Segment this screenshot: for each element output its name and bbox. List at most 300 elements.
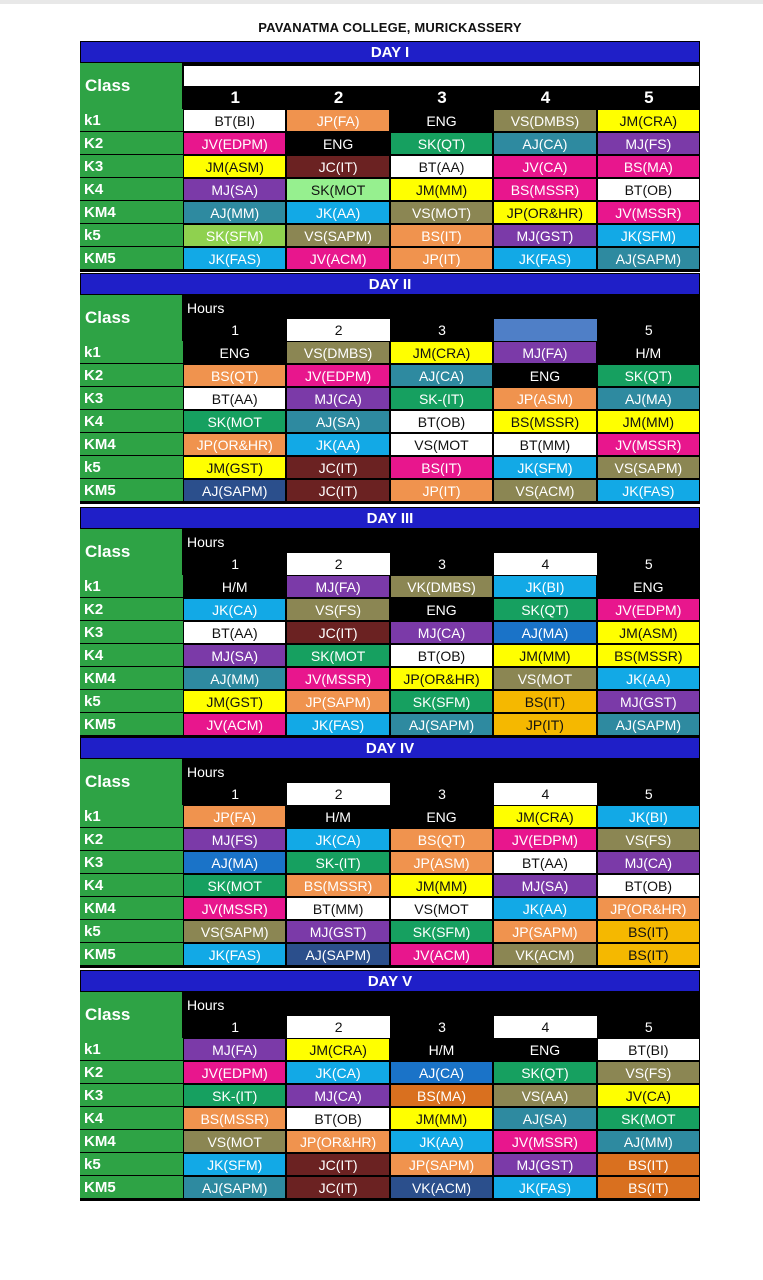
table-cell: AJ(MM) [597, 1130, 700, 1153]
top-band [0, 0, 763, 4]
table-cell: SK(QT) [493, 1061, 596, 1084]
table-row [80, 920, 700, 943]
table-cell: MJ(CA) [390, 621, 493, 644]
table-cell: BS(QT) [183, 364, 286, 387]
table-cell: JM(CRA) [286, 1038, 389, 1061]
table-cell: BS(QT) [390, 828, 493, 851]
row-label: KM4 [80, 201, 183, 224]
table-cell: JC(IT) [286, 456, 389, 479]
hours-row [183, 759, 700, 783]
row-label: K4 [80, 874, 183, 897]
table-row [80, 644, 700, 667]
hour-number: 3 [390, 319, 493, 341]
table-cell: JP(ASM) [390, 851, 493, 874]
table-cell: JK(FAS) [183, 247, 286, 270]
hour-number: 1 [183, 553, 286, 575]
table-cell: JK(FAS) [183, 943, 286, 966]
table-cell: JM(ASM) [183, 155, 286, 178]
table-cell: JK(SFM) [597, 224, 700, 247]
table-cell: MJ(GST) [597, 690, 700, 713]
table-cell: SK(QT) [597, 364, 700, 387]
table-cell: JK(SFM) [183, 1153, 286, 1176]
row-label: KM5 [80, 943, 183, 966]
table-cell: JM(ASM) [597, 621, 700, 644]
table-cell: JK(AA) [286, 433, 389, 456]
table-cell: JC(IT) [286, 621, 389, 644]
hour-number: 1 [183, 1016, 286, 1038]
table-row [80, 479, 700, 502]
table-cell: JV(EDPM) [597, 598, 700, 621]
hours-row [183, 295, 700, 319]
table-cell: MJ(SA) [493, 874, 596, 897]
table-cell: JV(MSSR) [597, 201, 700, 224]
table-cell: JV(EDPM) [183, 1061, 286, 1084]
table-cell: BT(OB) [390, 644, 493, 667]
table-cell: SK(SFM) [390, 690, 493, 713]
table-cell: BT(OB) [597, 178, 700, 201]
table-cell: BT(OB) [390, 410, 493, 433]
hours-row [183, 65, 700, 87]
table-cell: AJ(CA) [390, 364, 493, 387]
day-body [80, 992, 700, 1201]
row-label: KM5 [80, 479, 183, 502]
table-cell: BT(AA) [183, 621, 286, 644]
table-cell: JP(SAPM) [390, 1153, 493, 1176]
row-label: k1 [80, 575, 183, 598]
table-cell: SK(QT) [390, 132, 493, 155]
hour-numbers [183, 1016, 700, 1038]
table-cell: MJ(SA) [183, 644, 286, 667]
row-label: KM4 [80, 433, 183, 456]
table-row [80, 456, 700, 479]
table-cell: VK(ACM) [390, 1176, 493, 1199]
table-cell: JK(FAS) [493, 1176, 596, 1199]
table-cell: VS(FS) [597, 828, 700, 851]
table-cell: JP(OR&HR) [286, 1130, 389, 1153]
day-header: DAY IV [80, 737, 700, 759]
hours-row [183, 992, 700, 1016]
row-label: k5 [80, 920, 183, 943]
row-label: KM4 [80, 897, 183, 920]
table-cell: MJ(GST) [493, 224, 596, 247]
day-table [80, 273, 700, 504]
row-label: K4 [80, 644, 183, 667]
table-cell: BS(MSSR) [493, 178, 596, 201]
table-cell: JK(AA) [286, 201, 389, 224]
table-cell: JP(OR&HR) [493, 201, 596, 224]
table-cell: BS(IT) [597, 943, 700, 966]
table-cell: H/M [390, 1038, 493, 1061]
table-cell: MJ(FA) [183, 1038, 286, 1061]
table-cell: JM(CRA) [493, 805, 596, 828]
table-cell: BT(BI) [597, 1038, 700, 1061]
day-table [80, 41, 700, 272]
table-cell: BT(BI) [183, 109, 286, 132]
table-cell: ENG [597, 575, 700, 598]
table-cell: JP(IT) [390, 247, 493, 270]
hours-label: Hours [187, 534, 225, 550]
class-header: Class [80, 759, 183, 805]
table-cell: MJ(SA) [183, 178, 286, 201]
table-cell: JM(MM) [390, 178, 493, 201]
row-label: k5 [80, 1153, 183, 1176]
table-cell: JV(CA) [493, 155, 596, 178]
table-cell: VS(MOT) [390, 201, 493, 224]
table-cell: VK(DMBS) [390, 575, 493, 598]
row-label: KM4 [80, 667, 183, 690]
table-cell: JC(IT) [286, 479, 389, 502]
table-cell: AJ(MM) [183, 201, 286, 224]
table-cell: ENG [183, 341, 286, 364]
table-cell: VS(DMBS) [286, 341, 389, 364]
table-cell: BT(MM) [493, 433, 596, 456]
hours-row [183, 529, 700, 553]
table-cell: AJ(CA) [493, 132, 596, 155]
table-cell: BS(IT) [390, 456, 493, 479]
row-label: K4 [80, 410, 183, 433]
table-cell: AJ(MA) [597, 387, 700, 410]
table-cell: H/M [286, 805, 389, 828]
table-row [80, 1176, 700, 1199]
table-cell: BT(AA) [183, 387, 286, 410]
hour-number: 4 [493, 783, 596, 805]
day-body [80, 529, 700, 738]
day-table [80, 737, 700, 968]
hour-number: 2 [286, 553, 389, 575]
table-cell: JP(FA) [286, 109, 389, 132]
table-cell: BS(IT) [390, 224, 493, 247]
day-header: DAY I [80, 41, 700, 63]
table-cell: JM(GST) [183, 690, 286, 713]
table-cell: AJ(MA) [183, 851, 286, 874]
table-row [80, 132, 700, 155]
table-cell: BT(OB) [597, 874, 700, 897]
class-header: Class [80, 529, 183, 575]
table-cell: AJ(SAPM) [597, 713, 700, 736]
hour-number: 5 [597, 319, 700, 341]
day-body [80, 63, 700, 272]
table-cell: JP(SAPM) [493, 920, 596, 943]
table-row [80, 1130, 700, 1153]
table-row [80, 109, 700, 132]
table-cell: SK(MOT [286, 644, 389, 667]
table-row [80, 621, 700, 644]
table-cell: MJ(FS) [183, 828, 286, 851]
hour-numbers [183, 553, 700, 575]
table-cell: BS(IT) [597, 1176, 700, 1199]
hours-label: Hours [187, 300, 225, 316]
table-cell: JV(EDPM) [493, 828, 596, 851]
row-label: k5 [80, 456, 183, 479]
table-cell: JV(ACM) [286, 247, 389, 270]
table-cell: JM(MM) [390, 874, 493, 897]
hour-number: 5 [597, 553, 700, 575]
table-row [80, 667, 700, 690]
hours-label: Hours [187, 764, 225, 780]
table-cell: AJ(SAPM) [597, 247, 700, 270]
table-cell: ENG [390, 805, 493, 828]
table-cell: JV(MSSR) [286, 667, 389, 690]
table-cell: MJ(CA) [286, 387, 389, 410]
hour-number: 1 [183, 783, 286, 805]
table-cell: JK(AA) [390, 1130, 493, 1153]
table-cell: VS(SAPM) [597, 456, 700, 479]
table-cell: MJ(GST) [286, 920, 389, 943]
table-row [80, 575, 700, 598]
table-cell: JP(OR&HR) [597, 897, 700, 920]
table-cell: SK-(IT) [183, 1084, 286, 1107]
day-body [80, 295, 700, 504]
table-row [80, 1038, 700, 1061]
table-cell: JM(GST) [183, 456, 286, 479]
table-cell: JK(FAS) [493, 247, 596, 270]
row-label: k1 [80, 109, 183, 132]
row-label: KM5 [80, 247, 183, 270]
table-cell: JK(BI) [493, 575, 596, 598]
hour-number: 2 [286, 87, 389, 109]
table-cell: ENG [493, 364, 596, 387]
table-cell: AJ(SA) [493, 1107, 596, 1130]
table-cell: BT(MM) [286, 897, 389, 920]
day-header: DAY III [80, 507, 700, 529]
table-cell: MJ(FA) [493, 341, 596, 364]
table-row [80, 943, 700, 966]
hour-number [493, 319, 596, 341]
table-cell: SK-(IT) [390, 387, 493, 410]
table-row [80, 201, 700, 224]
table-cell: JK(CA) [286, 1061, 389, 1084]
table-row [80, 1153, 700, 1176]
row-label: K3 [80, 387, 183, 410]
table-row [80, 387, 700, 410]
table-cell: ENG [493, 1038, 596, 1061]
hour-number: 2 [286, 1016, 389, 1038]
table-cell: VS(MOT [390, 897, 493, 920]
table-cell: AJ(SAPM) [183, 479, 286, 502]
table-cell: JK(BI) [597, 805, 700, 828]
table-cell: VS(SAPM) [286, 224, 389, 247]
hour-numbers [183, 319, 700, 341]
table-row [80, 155, 700, 178]
table-cell: VS(FS) [286, 598, 389, 621]
table-cell: JV(ACM) [390, 943, 493, 966]
table-cell: MJ(FS) [597, 132, 700, 155]
table-cell: AJ(SAPM) [286, 943, 389, 966]
row-label: K2 [80, 364, 183, 387]
hour-number: 1 [183, 87, 286, 109]
row-label: K3 [80, 1084, 183, 1107]
table-row [80, 851, 700, 874]
table-cell: BS(MSSR) [286, 874, 389, 897]
table-cell: JK(FAS) [597, 479, 700, 502]
table-cell: ENG [390, 598, 493, 621]
table-cell: AJ(MM) [183, 667, 286, 690]
table-cell: JP(IT) [493, 713, 596, 736]
table-cell: AJ(MA) [493, 621, 596, 644]
table-cell: BS(MSSR) [597, 644, 700, 667]
row-label: k5 [80, 224, 183, 247]
table-cell: BS(MSSR) [183, 1107, 286, 1130]
table-cell: MJ(GST) [493, 1153, 596, 1176]
day-header: DAY II [80, 273, 700, 295]
row-label: K2 [80, 828, 183, 851]
table-cell: MJ(CA) [286, 1084, 389, 1107]
table-cell: JP(SAPM) [286, 690, 389, 713]
row-label: k1 [80, 805, 183, 828]
row-label: K2 [80, 598, 183, 621]
table-row [80, 1107, 700, 1130]
table-cell: AJ(SA) [286, 410, 389, 433]
table-cell: JP(OR&HR) [183, 433, 286, 456]
row-label: K3 [80, 155, 183, 178]
hour-number: 5 [597, 87, 700, 109]
table-cell: BS(IT) [597, 920, 700, 943]
table-cell: BS(MA) [597, 155, 700, 178]
page-title: PAVANATMA COLLEGE, MURICKASSERY [258, 20, 522, 35]
table-cell: VS(MOT [493, 667, 596, 690]
table-row [80, 713, 700, 736]
table-cell: JM(CRA) [597, 109, 700, 132]
row-label: k1 [80, 1038, 183, 1061]
table-cell: H/M [597, 341, 700, 364]
table-cell: VS(FS) [597, 1061, 700, 1084]
table-row [80, 224, 700, 247]
table-cell: ENG [286, 132, 389, 155]
table-row [80, 690, 700, 713]
table-row [80, 178, 700, 201]
table-cell: BT(AA) [493, 851, 596, 874]
row-label: K4 [80, 178, 183, 201]
table-row [80, 364, 700, 387]
class-header: Class [80, 63, 183, 109]
hour-number: 3 [390, 87, 493, 109]
table-cell: VS(AA) [493, 1084, 596, 1107]
hour-number: 5 [597, 783, 700, 805]
hour-number: 5 [597, 1016, 700, 1038]
table-cell: SK(SFM) [390, 920, 493, 943]
table-cell: SK(MOT [183, 874, 286, 897]
table-row [80, 410, 700, 433]
hour-number: 4 [493, 87, 596, 109]
table-cell: JK(AA) [597, 667, 700, 690]
table-cell: BS(IT) [597, 1153, 700, 1176]
table-cell: MJ(CA) [597, 851, 700, 874]
table-cell: JK(AA) [493, 897, 596, 920]
table-cell: JV(MSSR) [183, 897, 286, 920]
table-cell: JK(CA) [183, 598, 286, 621]
row-label: K2 [80, 1061, 183, 1084]
row-label: K2 [80, 132, 183, 155]
table-cell: BS(MSSR) [493, 410, 596, 433]
table-cell: JP(FA) [183, 805, 286, 828]
table-cell: VS(ACM) [493, 479, 596, 502]
hour-number: 2 [286, 319, 389, 341]
table-cell: VS(SAPM) [183, 920, 286, 943]
hour-number: 2 [286, 783, 389, 805]
class-header: Class [80, 295, 183, 341]
row-label: KM5 [80, 713, 183, 736]
table-cell: JV(EDPM) [286, 364, 389, 387]
day-header: DAY V [80, 970, 700, 992]
table-cell: BS(IT) [493, 690, 596, 713]
table-cell: BT(OB) [286, 1107, 389, 1130]
table-cell: JP(OR&HR) [390, 667, 493, 690]
table-cell: JV(CA) [597, 1084, 700, 1107]
table-row [80, 247, 700, 270]
class-header: Class [80, 992, 183, 1038]
table-cell: JV(MSSR) [597, 433, 700, 456]
table-cell: JC(IT) [286, 155, 389, 178]
table-cell: JV(ACM) [183, 713, 286, 736]
table-cell: ENG [390, 109, 493, 132]
table-row [80, 433, 700, 456]
day-table [80, 970, 700, 1201]
table-cell: VS(DMBS) [493, 109, 596, 132]
hour-number: 3 [390, 1016, 493, 1038]
table-cell: SK(SFM) [183, 224, 286, 247]
hour-number: 1 [183, 319, 286, 341]
table-cell: JV(MSSR) [493, 1130, 596, 1153]
table-cell: AJ(SAPM) [183, 1176, 286, 1199]
row-label: KM4 [80, 1130, 183, 1153]
hour-numbers [183, 87, 700, 109]
table-cell: VS(MOT [183, 1130, 286, 1153]
table-cell: JM(CRA) [390, 341, 493, 364]
table-cell: AJ(SAPM) [390, 713, 493, 736]
row-label: K4 [80, 1107, 183, 1130]
table-cell: JP(IT) [390, 479, 493, 502]
table-row [80, 805, 700, 828]
table-row [80, 874, 700, 897]
table-cell: BT(AA) [390, 155, 493, 178]
table-cell: JM(MM) [493, 644, 596, 667]
table-cell: JC(IT) [286, 1176, 389, 1199]
table-cell: JK(FAS) [286, 713, 389, 736]
table-cell: BS(MA) [390, 1084, 493, 1107]
table-cell: SK-(IT) [286, 851, 389, 874]
hours-label: Hours [187, 997, 225, 1013]
hour-number: 4 [493, 553, 596, 575]
table-cell: SK(MOT [597, 1107, 700, 1130]
hour-number: 4 [493, 1016, 596, 1038]
table-row [80, 598, 700, 621]
day-table [80, 507, 700, 738]
hour-number: 3 [390, 783, 493, 805]
table-cell: JM(MM) [390, 1107, 493, 1130]
hour-number: 3 [390, 553, 493, 575]
table-cell: JP(ASM) [493, 387, 596, 410]
table-cell: SK(MOT [183, 410, 286, 433]
table-cell: JM(MM) [597, 410, 700, 433]
hour-numbers [183, 783, 700, 805]
table-cell: VK(ACM) [493, 943, 596, 966]
row-label: k5 [80, 690, 183, 713]
table-cell: SK(QT) [493, 598, 596, 621]
table-cell: JK(CA) [286, 828, 389, 851]
table-row [80, 1084, 700, 1107]
row-label: K3 [80, 621, 183, 644]
table-row [80, 828, 700, 851]
table-cell: VS(MOT [390, 433, 493, 456]
table-row [80, 1061, 700, 1084]
table-row [80, 897, 700, 920]
row-label: KM5 [80, 1176, 183, 1199]
table-cell: JK(SFM) [493, 456, 596, 479]
table-cell: SK(MOT [286, 178, 389, 201]
row-label: k1 [80, 341, 183, 364]
table-row [80, 341, 700, 364]
table-cell: JV(EDPM) [183, 132, 286, 155]
